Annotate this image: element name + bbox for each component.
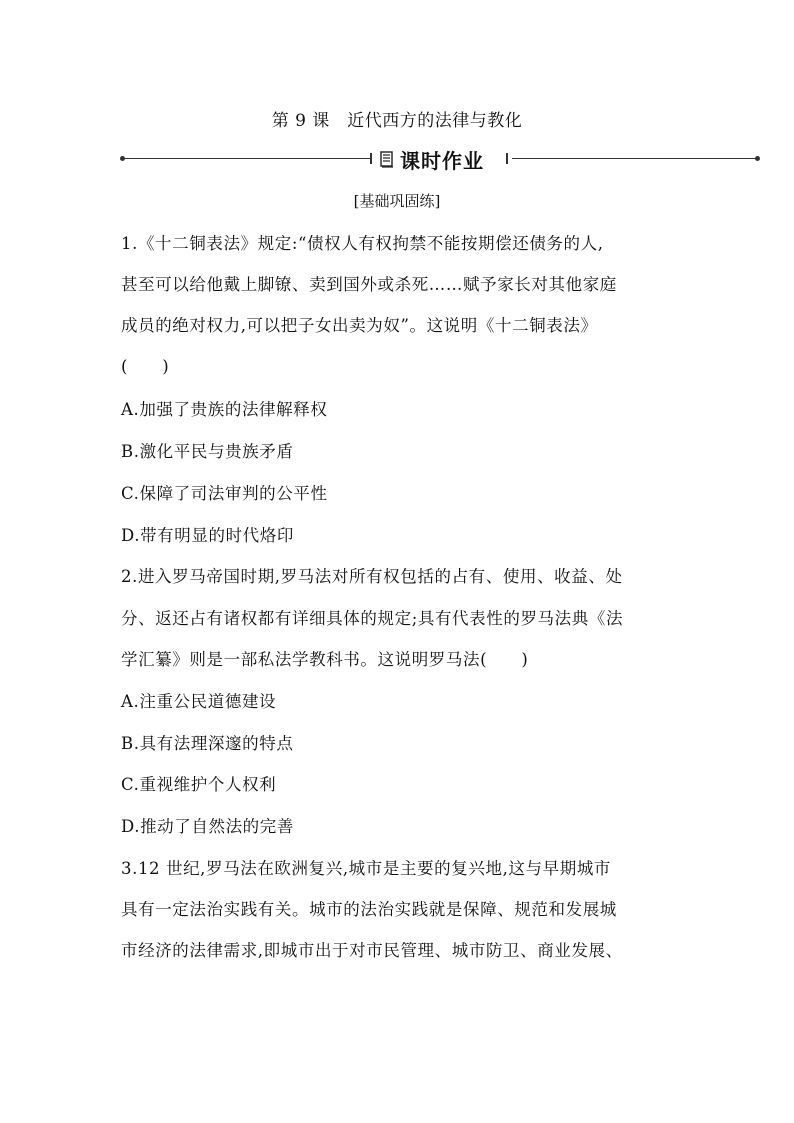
q1-option-d: D.带有明显的时代烙印 (121, 526, 294, 545)
q2-option-c: C.重视维护个人权利 (121, 775, 277, 794)
q2-stem-line: 2.进入罗马帝国时期,罗马法对所有权包括的占有、使用、收益、处 (121, 567, 623, 586)
q1-option-a: A.加强了贵族的法律解释权 (121, 400, 328, 419)
q3-stem-line: 具有一定法治实践有关。城市的法治实践就是保障、规范和发展城 (121, 900, 617, 919)
q2-option-b: B.具有法理深邃的特点 (121, 734, 294, 753)
q2-stem-line: 分、返还占有诸权都有详细具体的规定;具有代表性的罗马法典《法 (121, 609, 624, 628)
banner-left-rule (122, 158, 370, 159)
q1-stem-line: 甚至可以给他戴上脚镣、卖到国外或杀死……赋予家长对其他家庭 (121, 275, 617, 294)
banner-center (380, 146, 484, 172)
q1-answer-blank: ( ) (121, 357, 170, 376)
q1-stem-line: 1.《十二铜表法》规定:“债权人有权拘禁不能按期偿还债务的人, (121, 234, 604, 253)
q3-stem-line: 市经济的法律需求,即城市出于对市民管理、城市防卫、商业发展、 (121, 941, 623, 960)
banner-label: 课时作业 (400, 148, 484, 173)
lesson-title: 第 9 课 近代西方的法律与教化 (271, 111, 523, 131)
section-heading: [基础巩固练] (353, 192, 441, 210)
q2-option-d: D.推动了自然法的完善 (121, 817, 294, 836)
banner-left-tick (370, 153, 372, 164)
q2-stem-line: 学汇纂》则是一部私法学教科书。这说明罗马法( ) (121, 650, 529, 669)
banner-right-dot (755, 156, 760, 161)
q1-option-c: C.保障了司法审判的公平性 (121, 484, 328, 503)
homework-banner (120, 146, 760, 172)
banner-right-tick (506, 153, 508, 164)
book-icon (380, 151, 394, 168)
q1-stem-line: 成员的绝对权力,可以把子女出卖为奴”。这说明《十二铜表法》 (121, 316, 598, 335)
q2-option-a: A.注重公民道德建设 (121, 692, 277, 711)
q1-option-b: B.激化平民与贵族矛盾 (121, 442, 294, 461)
banner-right-rule (512, 158, 758, 159)
q3-stem-line: 3.12 世纪,罗马法在欧洲复兴,城市是主要的复兴地,这与早期城市 (121, 859, 612, 878)
